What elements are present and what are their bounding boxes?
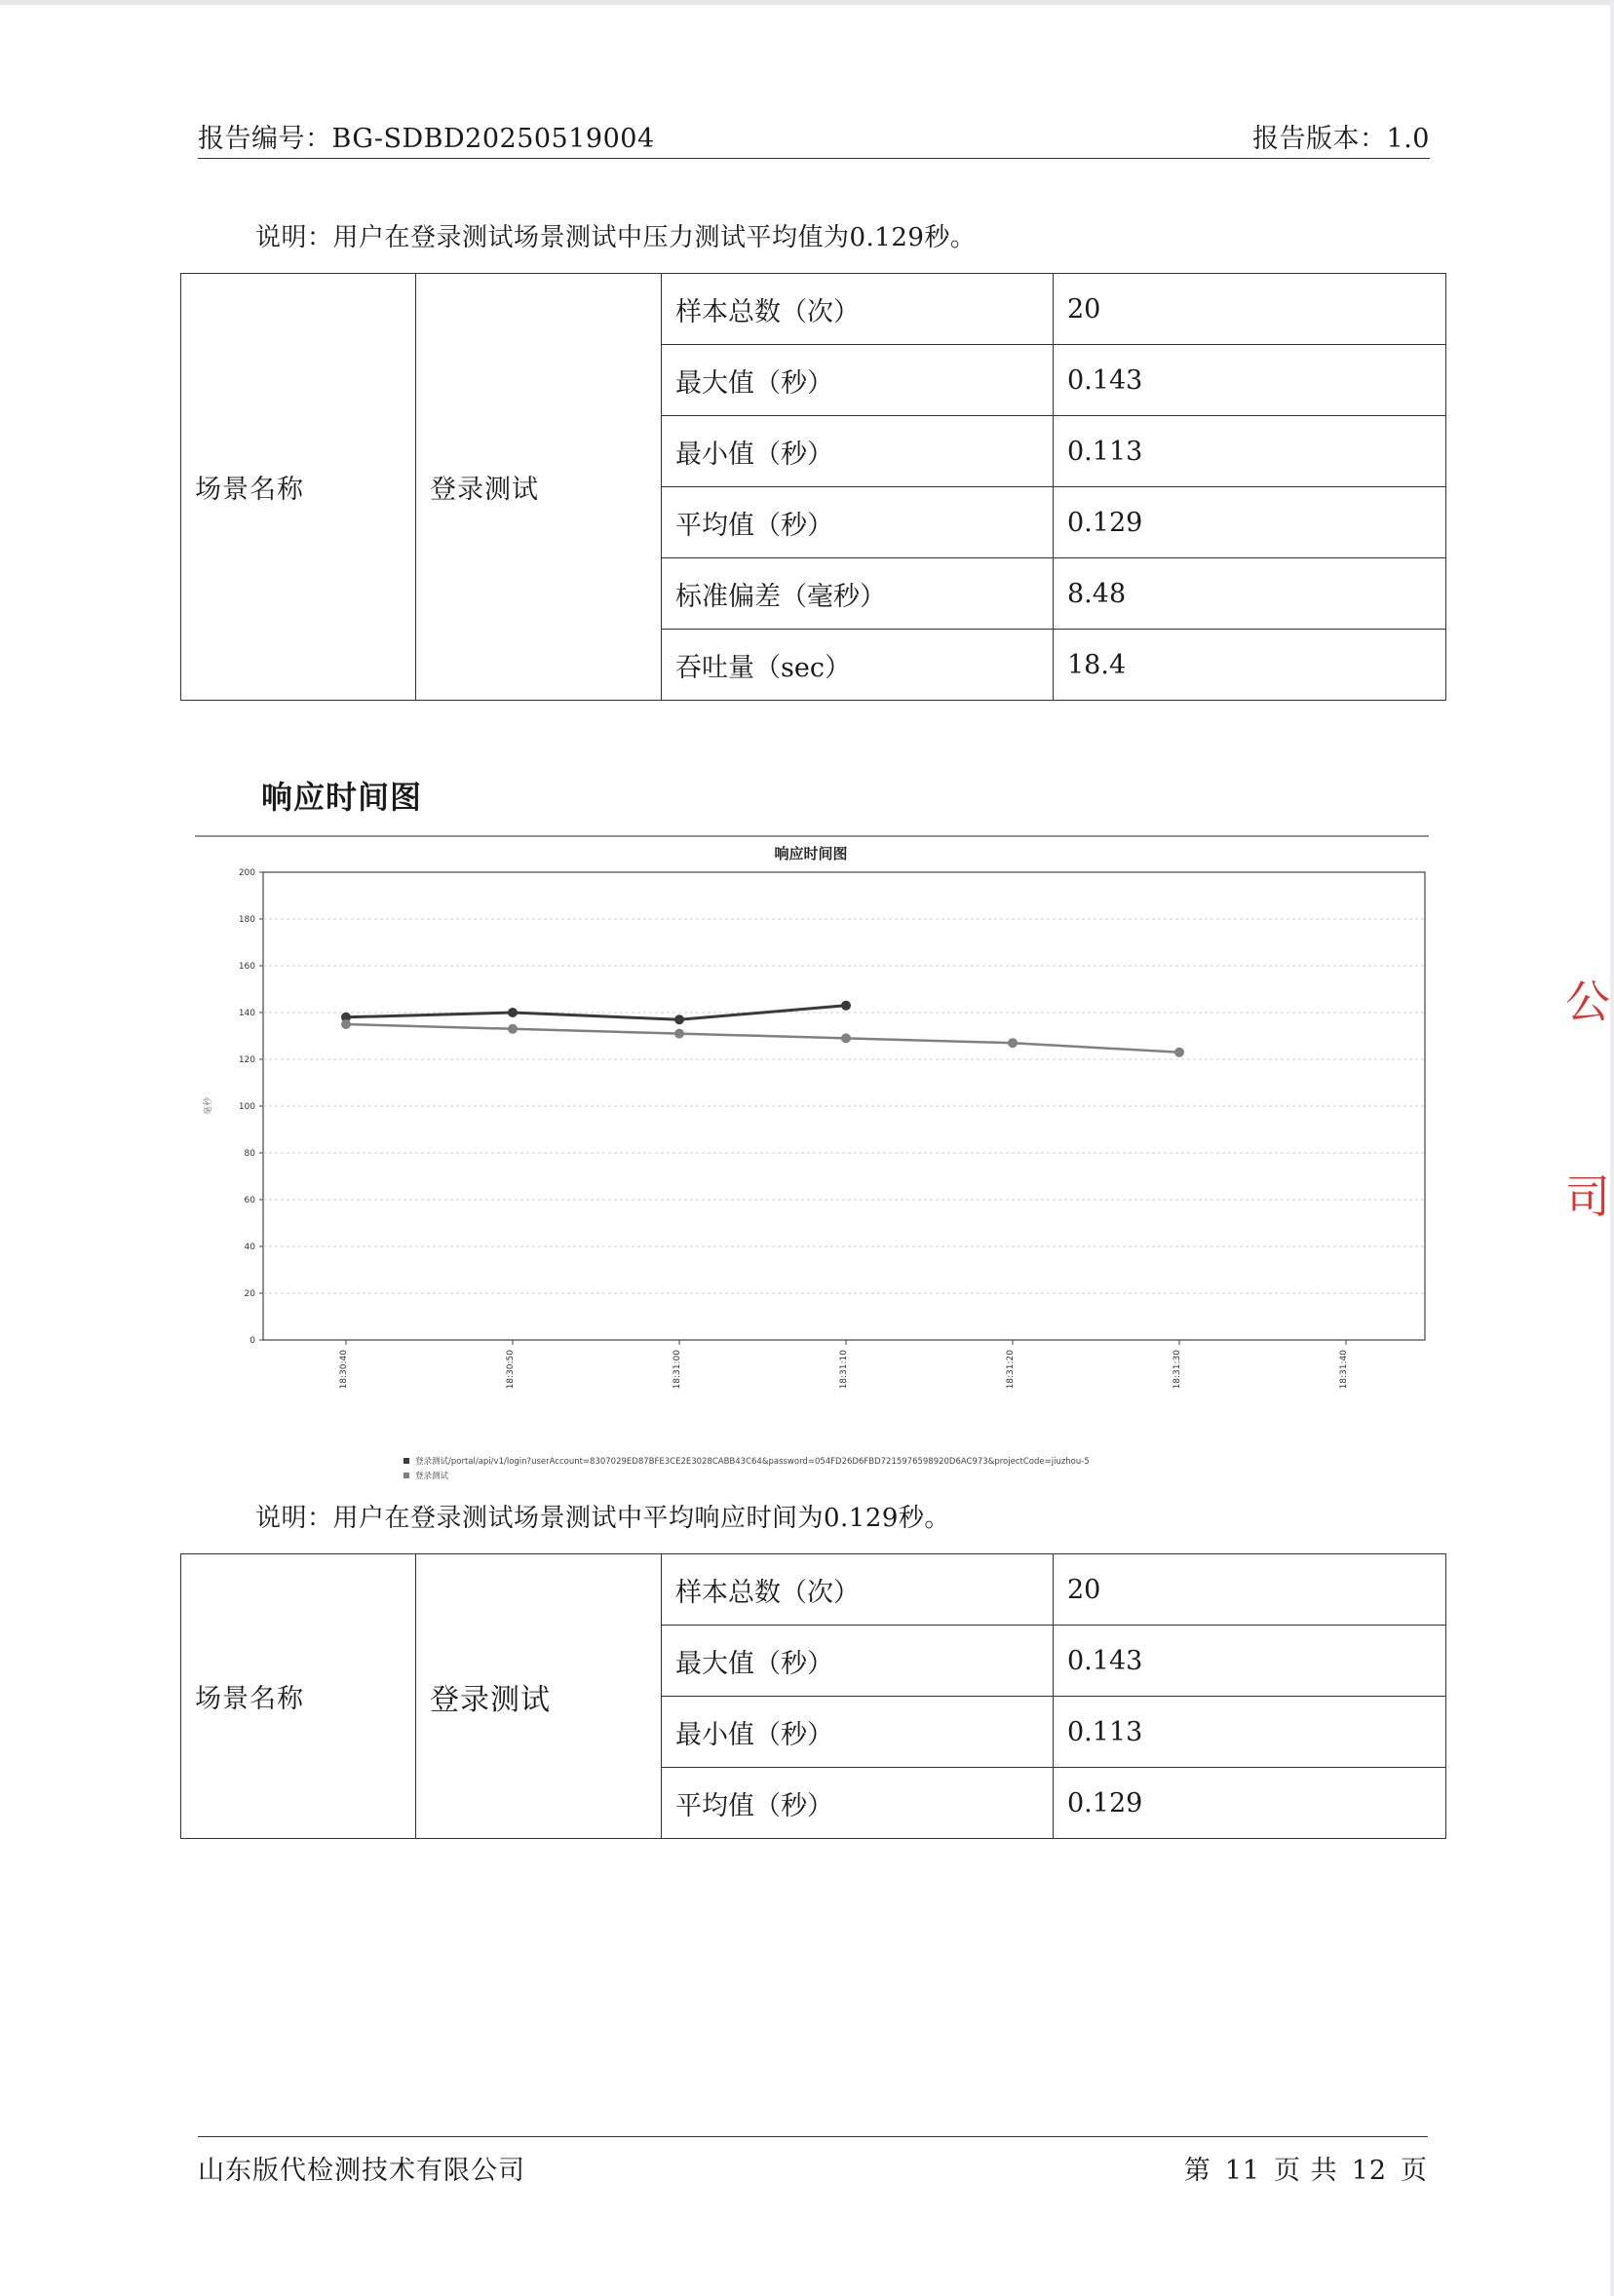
- x-tick-label: 18:31:40: [1339, 1350, 1349, 1390]
- metric-label: 平均值（秒）: [662, 1768, 1054, 1839]
- metric-value: 20: [1054, 1554, 1446, 1626]
- page-middle: 页 共: [1274, 2156, 1338, 2186]
- y-tick-label: 80: [244, 1149, 255, 1159]
- x-tick-label: 18:31:00: [672, 1350, 682, 1390]
- metric-value: 0.143: [1054, 1626, 1446, 1697]
- metric-value: 0.129: [1054, 1768, 1446, 1839]
- stress-test-table: [180, 273, 1446, 701]
- report-version: 报告版本：1.0: [1252, 124, 1430, 154]
- seal-text: 司: [1565, 1170, 1610, 1223]
- metric-label: 吞吐量（sec）: [662, 630, 1054, 701]
- metric-value: 0.113: [1054, 1697, 1446, 1768]
- section-title: 响应时间图: [261, 779, 423, 816]
- x-tick-label: 18:31:10: [839, 1350, 849, 1390]
- scene-name-label: 场景名称: [181, 274, 416, 701]
- response-time-chart: [195, 833, 1429, 1481]
- y-tick-label: 120: [238, 1055, 255, 1065]
- metric-value: 0.143: [1054, 345, 1446, 416]
- x-tick-label: 18:30:40: [339, 1350, 349, 1390]
- metric-label: 最大值（秒）: [662, 1626, 1054, 1697]
- y-tick-label: 160: [238, 962, 255, 972]
- scene-name-value: 登录测试: [416, 274, 662, 701]
- metric-label: 最小值（秒）: [662, 416, 1054, 487]
- metric-label: 样本总数（次）: [662, 274, 1054, 345]
- metric-value: 20: [1054, 274, 1446, 345]
- report-number: 报告编号：BG-SDBD20250519004: [198, 124, 655, 154]
- metric-value: 0.129: [1054, 487, 1446, 558]
- y-tick-label: 180: [238, 915, 255, 925]
- page-total: 12: [1351, 2156, 1387, 2186]
- page-number: [1184, 2149, 1428, 2187]
- data-point: [1174, 1048, 1184, 1057]
- metric-value: 0.113: [1054, 416, 1446, 487]
- page-header: [198, 117, 1430, 159]
- metric-label: 最大值（秒）: [662, 345, 1054, 416]
- page-edge: [0, 0, 1614, 5]
- data-point: [674, 1014, 684, 1024]
- data-point: [674, 1029, 684, 1039]
- y-axis-label: 毫秒: [204, 1096, 213, 1116]
- data-point: [508, 1024, 518, 1034]
- seal-text: 公: [1565, 976, 1610, 1028]
- metric-label: 平均值（秒）: [662, 487, 1054, 558]
- chart-title: 响应时间图: [774, 845, 848, 862]
- page-current: 11: [1224, 2156, 1261, 2186]
- legend-marker: [404, 1458, 409, 1464]
- page-edge: [1610, 0, 1614, 2296]
- data-point: [508, 1008, 518, 1017]
- chart-canvas: [195, 833, 1429, 1481]
- data-point: [1008, 1038, 1018, 1048]
- company-name: 山东版代检测技术有限公司: [198, 2156, 525, 2186]
- page-footer: [198, 2136, 1428, 2186]
- metric-label: 标准偏差（毫秒）: [662, 558, 1054, 630]
- stress-test-note: 说明：用户在登录测试场景测试中压力测试平均值为0.129秒。: [255, 223, 977, 252]
- y-tick-label: 100: [238, 1102, 255, 1112]
- x-tick-label: 18:30:50: [506, 1350, 516, 1390]
- response-time-table: [180, 1553, 1446, 1839]
- x-tick-label: 18:31:30: [1172, 1350, 1182, 1390]
- scene-name-label: 场景名称: [181, 1554, 416, 1839]
- y-tick-label: 140: [238, 1009, 255, 1018]
- x-tick-label: 18:31:20: [1006, 1350, 1016, 1390]
- legend-label: 登录测试: [415, 1472, 449, 1481]
- legend-label: 登录测试/portal/api/v1/login?userAccount=8307029ED87BFE3CE2E3028CABB43C64&password=054FD26D6FBD7215976598920D6AC973&projectCode=jiuzhou-5: [415, 1457, 1090, 1467]
- seal-fragment: [1565, 1170, 1610, 1223]
- metric-value: 8.48: [1054, 558, 1446, 630]
- data-point: [841, 1001, 851, 1011]
- response-time-note: 说明：用户在登录测试场景测试中平均响应时间为0.129秒。: [255, 1504, 950, 1533]
- metric-label: 样本总数（次）: [662, 1554, 1054, 1626]
- seal-fragment: [1565, 976, 1610, 1028]
- y-tick-label: 60: [244, 1196, 255, 1205]
- data-point: [841, 1033, 851, 1043]
- y-tick-label: 20: [244, 1289, 255, 1299]
- y-tick-label: 40: [244, 1243, 255, 1252]
- page-prefix: 第: [1183, 2156, 1211, 2186]
- y-tick-label: 200: [238, 868, 255, 878]
- metric-label: 最小值（秒）: [662, 1697, 1054, 1768]
- metric-value: 18.4: [1054, 630, 1446, 701]
- scene-name-value: 登录测试: [416, 1554, 662, 1839]
- page-suffix: 页: [1401, 2156, 1428, 2186]
- y-tick-label: 0: [250, 1336, 255, 1346]
- legend-marker: [404, 1473, 409, 1478]
- data-point: [341, 1019, 351, 1029]
